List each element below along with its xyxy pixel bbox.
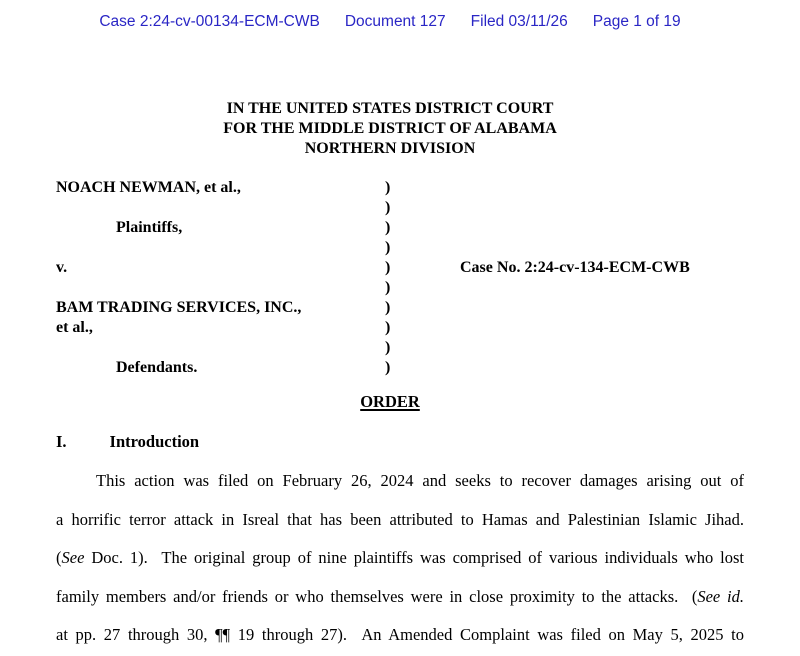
case-number: Case No. 2:24-cv-134-ECM-CWB	[460, 259, 690, 276]
section-heading-introduction	[56, 432, 199, 452]
caption-divider-paren: )	[385, 299, 391, 316]
court-title	[0, 99, 780, 159]
caption-divider-paren: )	[385, 199, 391, 216]
caption-divider-paren: )	[385, 319, 391, 336]
caption-row	[56, 178, 744, 198]
caption-divider-paren: )	[385, 279, 391, 296]
caption-divider-paren: )	[385, 239, 391, 256]
caption-row	[56, 358, 744, 378]
caption-divider-paren: )	[385, 219, 391, 236]
caption-row	[56, 278, 744, 298]
order-heading: ORDER	[360, 392, 420, 411]
caption-row	[56, 238, 744, 258]
section-title: Introduction	[109, 432, 200, 451]
caption-row	[56, 318, 744, 338]
defendant-role: Defendants.	[116, 359, 198, 376]
caption-row	[56, 298, 744, 318]
stamp-filed-date: Filed 03/11/26	[470, 13, 568, 30]
cmecf-header-stamp	[0, 13, 780, 31]
stamp-document-number: Document 127	[344, 13, 446, 30]
caption-row	[56, 198, 744, 218]
caption-divider-paren: )	[385, 179, 391, 196]
section-numeral: I.	[56, 432, 67, 451]
caption-row	[56, 218, 744, 238]
caption-divider-paren: )	[385, 339, 391, 356]
caption-row	[56, 258, 744, 278]
paragraph-line: family members and/or friends or who themselves were in close proximity to the attacks. (See id.	[56, 586, 745, 606]
paragraph-line: at pp. 27 through 30, ¶¶ 19 through 27). An Amended Complaint was filed on May 5, 2025 to	[56, 625, 744, 645]
versus-label: v.	[56, 259, 68, 276]
caption-divider-paren: )	[385, 359, 391, 376]
paragraph-line: This action was filed on February 26, 2024 and seeks to recover damages arising out of	[96, 471, 744, 490]
stamp-case-id: Case 2:24-cv-00134-ECM-CWB	[99, 13, 320, 30]
paragraph-line: a horrific terror attack in Isreal that has been attributed to Hamas and Palestinian Islamic Jihad.	[56, 509, 744, 529]
plaintiff-name: NOACH NEWMAN, et al.,	[56, 179, 241, 196]
defendant-name-line-1: BAM TRADING SERVICES, INC.,	[56, 299, 302, 316]
body-paragraph	[56, 462, 744, 655]
court-title-line-3: NORTHERN DIVISION	[304, 140, 476, 157]
plaintiff-role: Plaintiffs,	[116, 219, 183, 236]
defendant-name-line-2: et al.,	[56, 319, 93, 336]
caption-divider-paren: )	[385, 259, 391, 276]
stamp-page-number: Page 1 of 19	[592, 13, 681, 30]
caption-row	[56, 338, 744, 358]
paragraph-line: (See Doc. 1). The original group of nine plaintiffs was comprised of various individuals who lost	[56, 548, 744, 568]
court-title-line-2: FOR THE MIDDLE DISTRICT OF ALABAMA	[223, 120, 557, 137]
court-title-line-1: IN THE UNITED STATES DISTRICT COURT	[226, 100, 554, 117]
case-caption	[56, 178, 744, 378]
